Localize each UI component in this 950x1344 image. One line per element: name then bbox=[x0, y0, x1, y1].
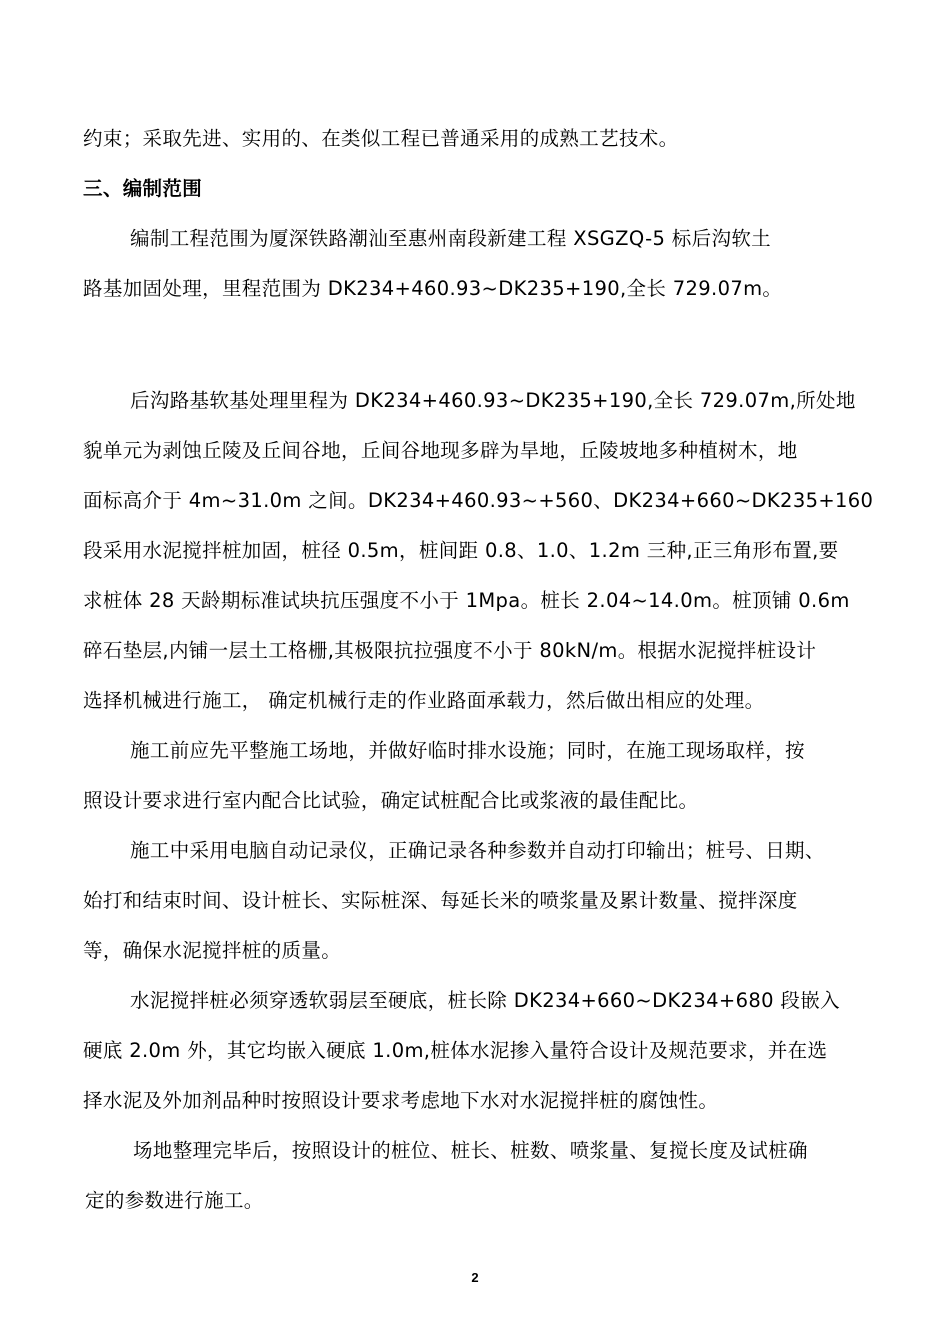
text-line: 等，确保水泥搅拌桩的质量。 bbox=[83, 939, 342, 962]
text-line: 路基加固处理，里程范围为 DK234+460.93~DK235+190,全长 729.07m。 bbox=[83, 277, 783, 300]
text-line: 场地整理完毕后，按照设计的桩位、桩长、桩数、喷浆量、复搅长度及试桩确 bbox=[133, 1139, 808, 1162]
page-number: 2 bbox=[471, 1270, 479, 1285]
text-line: 选择机械进行施工， 确定机械行走的作业路面承载力，然后做出相应的处理。 bbox=[83, 689, 765, 712]
text-line: 硬底 2.0m 外，其它均嵌入硬底 1.0m,桩体水泥掺入量符合设计及规范要求，并在选 bbox=[83, 1039, 828, 1062]
section-heading: 三、编制范围 bbox=[83, 177, 203, 200]
text-line: 求桩体 28 天龄期标准试块抗压强度不小于 1Mpa。桩长 2.04~14.0m。桩顶铺 0.6m bbox=[83, 589, 850, 612]
text-line: 择水泥及外加剂品种时按照设计要求考虑地下水对水泥搅拌桩的腐蚀性。 bbox=[83, 1089, 719, 1112]
text-line: 碎石垫层,内铺一层土工格栅,其极限抗拉强度不小于 80kN/m。根据水泥搅拌桩设计 bbox=[83, 639, 817, 662]
text-line: 施工中采用电脑自动记录仪，正确记录各种参数并自动打印输出；桩号、日期、 bbox=[130, 839, 825, 862]
text-line: 编制工程范围为厦深铁路潮汕至惠州南段新建工程 XSGZQ-5 标后沟软土 bbox=[130, 227, 772, 250]
text-line: 施工前应先平整施工场地，并做好临时排水设施；同时，在施工现场取样，按 bbox=[130, 739, 805, 762]
text-line: 照设计要求进行室内配合比试验，确定试桩配合比或浆液的最佳配比。 bbox=[83, 789, 699, 812]
text-line: 面标高介于 4m~31.0m 之间。DK234+460.93~+560、DK234+660~DK235+160 bbox=[83, 489, 874, 512]
text-line: 水泥搅拌桩必须穿透软弱层至硬底，桩长除 DK234+660~DK234+680 段嵌入 bbox=[130, 989, 840, 1012]
text-line: 始打和结束时间、设计桩长、实际桩深、每延长米的喷浆量及累计数量、搅拌深度 bbox=[83, 889, 798, 912]
text-line: 定的参数进行施工。 bbox=[85, 1189, 264, 1212]
text-line: 段采用水泥搅拌桩加固，桩径 0.5m，桩间距 0.8、1.0、1.2m 三种,正三角形布置,要 bbox=[83, 539, 839, 562]
intro-line: 约束；采取先进、实用的、在类似工程已普通采用的成熟工艺技术。 bbox=[83, 127, 679, 150]
text-line: 后沟路基软基处理里程为 DK234+460.93~DK235+190,全长 729.07m,所处地 bbox=[130, 389, 856, 412]
text-line: 貌单元为剥蚀丘陵及丘间谷地，丘间谷地现多辟为旱地，丘陵坡地多种植树木，地 bbox=[83, 439, 798, 462]
